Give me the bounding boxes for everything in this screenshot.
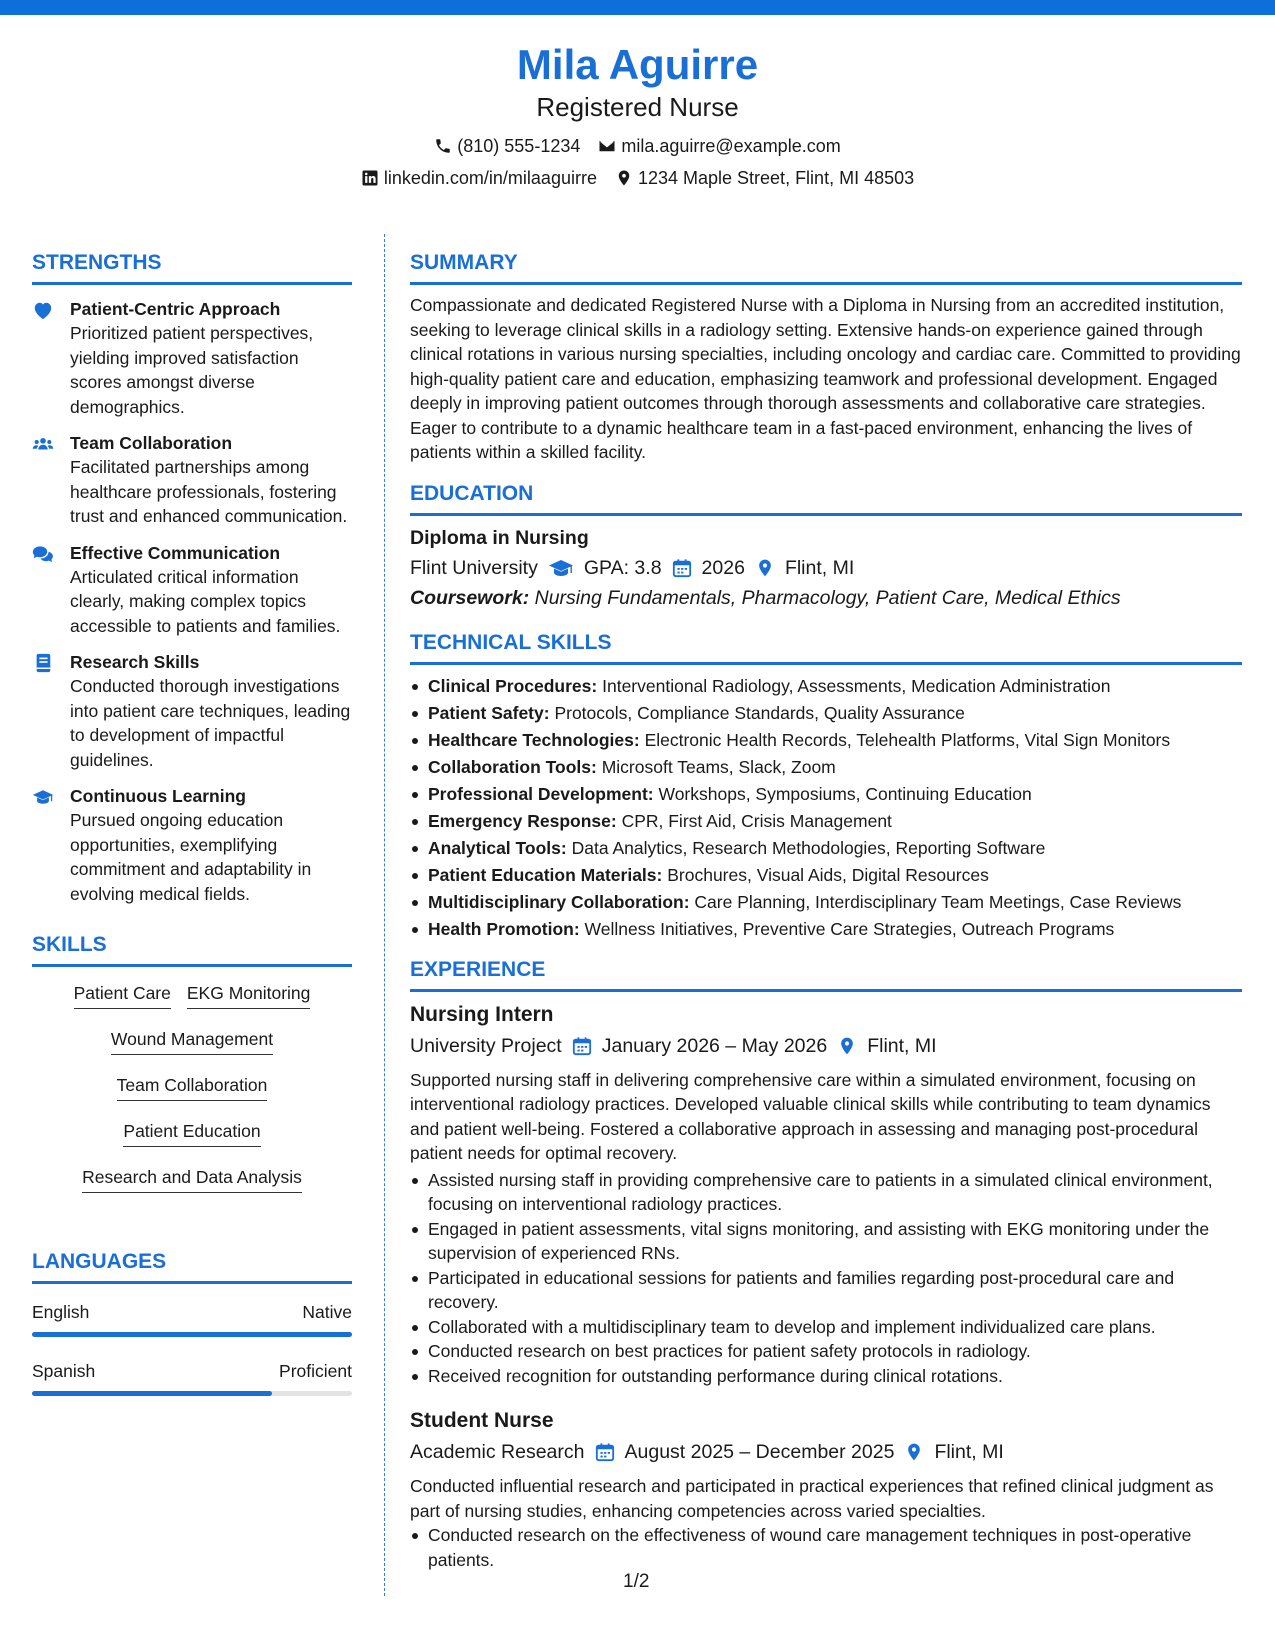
calendar-icon <box>595 1442 615 1462</box>
list-item: Assisted nursing staff in providing comprehensive care to patients in a simulated clinical environment, focusing on interventional radiology practices. <box>410 1168 1242 1217</box>
skill-tag: EKG Monitoring <box>187 981 311 1009</box>
contact-row-2 <box>0 166 1275 190</box>
strengths-heading: STRENGTHS <box>32 250 352 285</box>
education-school: Flint University <box>410 556 538 579</box>
technical-skills-list <box>410 673 1242 943</box>
tech-skill-label: Clinical Procedures: <box>428 675 598 696</box>
list-item <box>410 781 1242 808</box>
address-text: 1234 Maple Street, Flint, MI 48503 <box>637 168 915 188</box>
strength-title: Effective Communication <box>70 542 281 563</box>
list-item <box>410 700 1242 727</box>
strength-item <box>32 431 352 529</box>
education-coursework <box>410 584 1242 612</box>
technical-skills-heading: TECHNICAL SKILLS <box>410 630 1242 665</box>
education-year: 2026 <box>701 556 745 579</box>
language-name: English <box>32 1302 90 1322</box>
list-item <box>410 835 1242 862</box>
job-dates: August 2025 – December 2025 <box>624 1441 895 1463</box>
strength-desc: Pursued ongoing education opportunities, exemplifying commitment and adaptability in evolving medical fields. <box>70 810 312 904</box>
language-item <box>32 1300 352 1337</box>
strength-title: Patient-Centric Approach <box>70 299 281 319</box>
job-location: Flint, MI <box>934 1441 1004 1463</box>
strength-title: Research Skills <box>70 652 200 672</box>
strength-desc: Facilitated partnerships among healthcare professionals, fostering trust and enhanced communication. <box>70 457 348 526</box>
tech-skill-label: Patient Safety: <box>428 702 550 723</box>
job-org: University Project <box>410 1034 562 1057</box>
strength-item <box>32 784 352 906</box>
language-level: Proficient <box>279 1361 352 1381</box>
calendar-icon <box>572 1036 592 1056</box>
skills-list <box>32 981 352 1211</box>
tech-skill-value: Workshops, Symposiums, Continuing Education <box>658 783 1032 804</box>
education-location: Flint, MI <box>784 556 855 579</box>
candidate-name: Mila Aguirre <box>516 41 759 88</box>
strength-title: Continuous Learning <box>70 786 246 806</box>
list-item <box>410 754 1242 781</box>
top-accent-bar <box>0 0 1275 15</box>
candidate-title: Registered Nurse <box>536 92 739 122</box>
tech-skill-label: Healthcare Technologies: <box>428 729 640 750</box>
list-item <box>410 862 1242 889</box>
job-dates: January 2026 – May 2026 <box>601 1034 828 1057</box>
tech-skill-value: Protocols, Compliance Standards, Quality Assurance <box>554 702 965 723</box>
contact-row-1 <box>0 134 1275 158</box>
tech-skill-value: Microsoft Teams, Slack, Zoom <box>601 756 836 777</box>
education-gpa: GPA: 3.8 <box>583 556 662 579</box>
tech-skill-label: Professional Development: <box>428 783 654 804</box>
language-bar-fill <box>32 1391 272 1396</box>
linkedin-text: linkedin.com/in/milaaguirre <box>383 168 597 188</box>
tech-skill-label: Collaboration Tools: <box>428 756 597 777</box>
list-item: Engaged in patient assessments, vital signs monitoring, and assisting with EKG monitoring under the supervision of experienced RNs. <box>410 1217 1242 1266</box>
experience-heading: EXPERIENCE <box>410 957 1242 992</box>
map-pin-icon <box>615 169 633 187</box>
contact-linkedin[interactable] <box>361 166 597 190</box>
phone-text: (810) 555-1234 <box>457 136 581 156</box>
strength-desc: Conducted thorough investigations into patient care techniques, leading to development of impactful guidelines. <box>70 676 351 770</box>
tech-skill-value: Interventional Radiology, Assessments, Medication Administration <box>602 675 1111 696</box>
coursework-label: Coursework: <box>410 586 530 609</box>
tech-skill-label: Health Promotion: <box>428 918 580 939</box>
map-pin-icon <box>755 558 775 578</box>
graduation-cap-icon <box>548 558 574 578</box>
coursework-list: Nursing Fundamentals, Pharmacology, Patient Care, Medical Ethics <box>534 586 1121 609</box>
linkedin-icon <box>361 169 379 187</box>
job-role: Nursing Intern <box>410 1002 554 1026</box>
map-pin-icon <box>904 1442 924 1462</box>
languages-heading: LANGUAGES <box>32 1249 352 1284</box>
language-name: Spanish <box>32 1361 96 1381</box>
list-item <box>410 916 1242 943</box>
education-meta <box>410 554 1242 582</box>
tech-skill-label: Patient Education Materials: <box>428 864 663 885</box>
tech-skill-value: Brochures, Visual Aids, Digital Resources <box>667 864 989 885</box>
skill-tag: Research and Data Analysis <box>82 1165 302 1193</box>
list-item <box>410 808 1242 835</box>
job-location: Flint, MI <box>867 1034 937 1057</box>
contact-address <box>615 166 914 190</box>
job-bullets <box>410 1168 1242 1389</box>
tech-skill-value: Electronic Health Records, Telehealth Platforms, Vital Sign Monitors <box>644 729 1171 750</box>
tech-skill-label: Analytical Tools: <box>428 837 567 858</box>
page-number: 1/2 <box>623 1571 650 1592</box>
language-bar-fill <box>32 1332 352 1337</box>
calendar-icon <box>672 558 692 578</box>
summary-text: Compassionate and dedicated Registered Nurse with a Diploma in Nursing from an accredited institution, seeking to leverage clinical skills in a radiology setting. Extensive hands-on experience gained through clinical rotations in various nursing specialties, including oncology and cardiac care. Committed to providing high-quality patient care and education, emphasizing teamwork and professional development. Engaged deeply in improving patient outcomes through thorough assessments and collaborative care strategies. Eager to contribute to a dynamic healthcare team in a fast-paced environment, enhancing the lives of patients within a skilled facility. <box>410 295 1241 462</box>
list-item <box>410 673 1242 700</box>
job-bullets <box>410 1523 1242 1572</box>
job-meta <box>410 1438 1242 1466</box>
list-item: Conducted research on the effectiveness of wound care management techniques in post-operative patients. <box>410 1523 1242 1572</box>
contact-email[interactable] <box>598 134 840 158</box>
left-column <box>32 250 352 1396</box>
language-level: Native <box>302 1302 352 1322</box>
skills-heading: SKILLS <box>32 932 352 967</box>
job-entry <box>410 1406 1242 1572</box>
tech-skill-value: CPR, First Aid, Crisis Management <box>621 810 892 831</box>
strength-desc: Articulated critical information clearly, making complex topics accessible to patients and families. <box>70 566 341 636</box>
list-item: Participated in educational sessions for patients and families regarding post-procedural care and recovery. <box>410 1266 1242 1315</box>
strength-title: Team Collaboration <box>70 433 233 453</box>
job-role: Student Nurse <box>410 1409 554 1432</box>
map-pin-icon <box>837 1036 857 1056</box>
book-icon <box>32 653 54 673</box>
summary-heading: SUMMARY <box>410 250 1242 285</box>
job-summary: Conducted influential research and participated in practical experiences that refined clinical judgment as part of nursing studies, enhancing competencies across varied specialties. <box>410 1476 1214 1521</box>
envelope-icon <box>598 137 616 155</box>
language-bar <box>32 1332 352 1337</box>
comments-icon <box>32 544 54 564</box>
right-column <box>410 250 1242 1572</box>
language-item <box>32 1359 352 1396</box>
language-bar <box>32 1391 352 1396</box>
tech-skill-label: Emergency Response: <box>428 810 617 831</box>
job-entry <box>410 1000 1242 1389</box>
strength-item <box>32 297 352 419</box>
list-item <box>410 889 1242 916</box>
contact-phone[interactable] <box>434 134 580 158</box>
strength-desc: Prioritized patient perspectives, yielding improved satisfaction scores amongst diverse demographics. <box>70 323 314 417</box>
strength-item <box>32 541 352 639</box>
tech-skill-value: Data Analytics, Research Methodologies, Reporting Software <box>571 837 1046 858</box>
skill-tag: Team Collaboration <box>117 1073 268 1101</box>
resume-header <box>0 40 1275 190</box>
job-summary: Supported nursing staff in delivering comprehensive care within a simulated environment, focusing on interventional radiology practices. Developed valuable clinical skills while contributing to team dynamics and patient well-being. Fostered a collaborative approach in assessing and managing post-procedural patient needs for optimal recovery. <box>410 1069 1211 1163</box>
tech-skill-value: Care Planning, Interdisciplinary Team Meetings, Case Reviews <box>694 891 1182 912</box>
column-divider <box>384 234 385 1596</box>
education-heading: EDUCATION <box>410 481 1242 516</box>
job-org: Academic Research <box>410 1441 585 1463</box>
job-meta <box>410 1032 1242 1060</box>
users-icon <box>32 434 54 454</box>
strength-item <box>32 650 352 772</box>
email-text: mila.aguirre@example.com <box>621 136 841 156</box>
list-item: Received recognition for outstanding performance during clinical rotations. <box>410 1364 1242 1389</box>
list-item: Collaborated with a multidisciplinary team to develop and implement individualized care plans. <box>410 1315 1242 1340</box>
tech-skill-value: Wellness Initiatives, Preventive Care Strategies, Outreach Programs <box>584 918 1115 939</box>
skill-tag: Patient Care <box>74 981 171 1009</box>
phone-icon <box>434 137 452 155</box>
skill-tag: Patient Education <box>123 1119 260 1147</box>
heart-icon <box>32 300 54 320</box>
list-item: Conducted research on best practices for patient safety protocols in radiology. <box>410 1339 1242 1364</box>
tech-skill-label: Multidisciplinary Collaboration: <box>428 891 690 912</box>
graduation-cap-icon <box>32 787 54 807</box>
skill-tag: Wound Management <box>111 1027 273 1055</box>
education-degree: Diploma in Nursing <box>410 526 589 549</box>
list-item <box>410 727 1242 754</box>
